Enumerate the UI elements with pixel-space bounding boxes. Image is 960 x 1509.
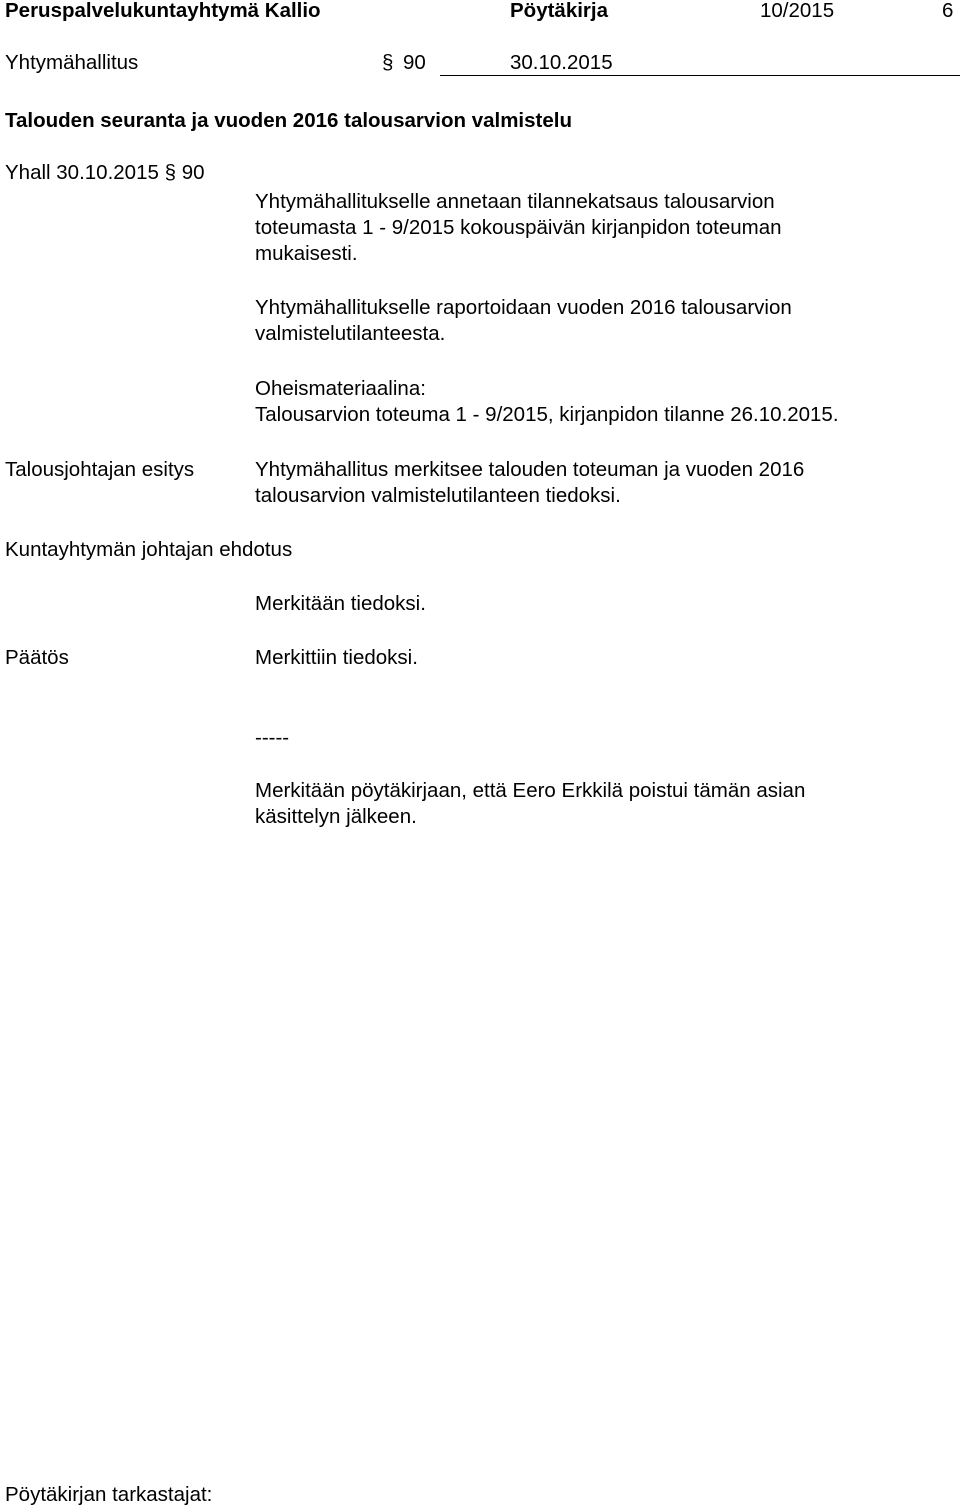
separator: ----- xyxy=(255,726,290,749)
proposal-text xyxy=(255,457,945,509)
section-sign-icon: § xyxy=(164,161,176,184)
document-type: Pöytäkirja xyxy=(510,0,608,22)
reference xyxy=(5,160,205,186)
proposal-label: Talousjohtajan esitys xyxy=(5,458,195,481)
document-number: 10/2015 xyxy=(760,0,835,22)
reference-prefix: Yhall 30.10.2015 xyxy=(5,161,159,184)
director-label: Kuntayhtymän johtajan ehdotus xyxy=(5,538,293,561)
report-line: Yhtymähallitukselle raportoidaan vuoden 2016 talousarvion xyxy=(255,296,792,319)
attachment-item: Talousarvion toteuma 1 - 9/2015, kirjanpidon tilanne 26.10.2015. xyxy=(255,403,839,426)
footer-label: Pöytäkirjan tarkastajat: xyxy=(5,1483,213,1506)
intro-paragraph xyxy=(255,189,945,267)
header-divider xyxy=(440,75,960,76)
page-number: 6 xyxy=(942,0,954,22)
intro-line: mukaisesti. xyxy=(255,242,358,265)
meeting-date: 30.10.2015 xyxy=(510,51,613,74)
intro-line: Yhtymähallitukselle annetaan tilannekatsaus talousarvion xyxy=(255,190,775,213)
section-number: 90 xyxy=(403,51,426,74)
organization-name: Peruspalvelukuntayhtymä Kallio xyxy=(5,0,321,22)
reference-section-number: 90 xyxy=(181,161,205,184)
attachments xyxy=(255,376,945,428)
note-paragraph xyxy=(255,778,945,830)
report-paragraph xyxy=(255,295,945,347)
report-line: valmistelutilanteesta. xyxy=(255,322,446,345)
decision-text: Merkittiin tiedoksi. xyxy=(255,646,418,669)
attachments-heading: Oheismateriaalina: xyxy=(255,377,426,400)
page-title: Talouden seuranta ja vuoden 2016 talousarvion valmistelu xyxy=(5,109,572,132)
governing-body: Yhtymähallitus xyxy=(5,51,139,74)
note-line: käsittelyn jälkeen. xyxy=(255,805,417,828)
note-line: Merkitään pöytäkirjaan, että Eero Erkkilä poistui tämän asian xyxy=(255,779,806,802)
proposal-line: Yhtymähallitus merkitsee talouden toteuman ja vuoden 2016 xyxy=(255,458,805,481)
decision-label: Päätös xyxy=(5,646,69,669)
intro-line: toteumasta 1 - 9/2015 kokouspäivän kirjanpidon toteuman xyxy=(255,216,782,239)
proposal-line: talousarvion valmistelutilanteen tiedoksi. xyxy=(255,484,621,507)
section-sign-icon: § xyxy=(382,51,394,74)
director-text: Merkitään tiedoksi. xyxy=(255,592,426,615)
